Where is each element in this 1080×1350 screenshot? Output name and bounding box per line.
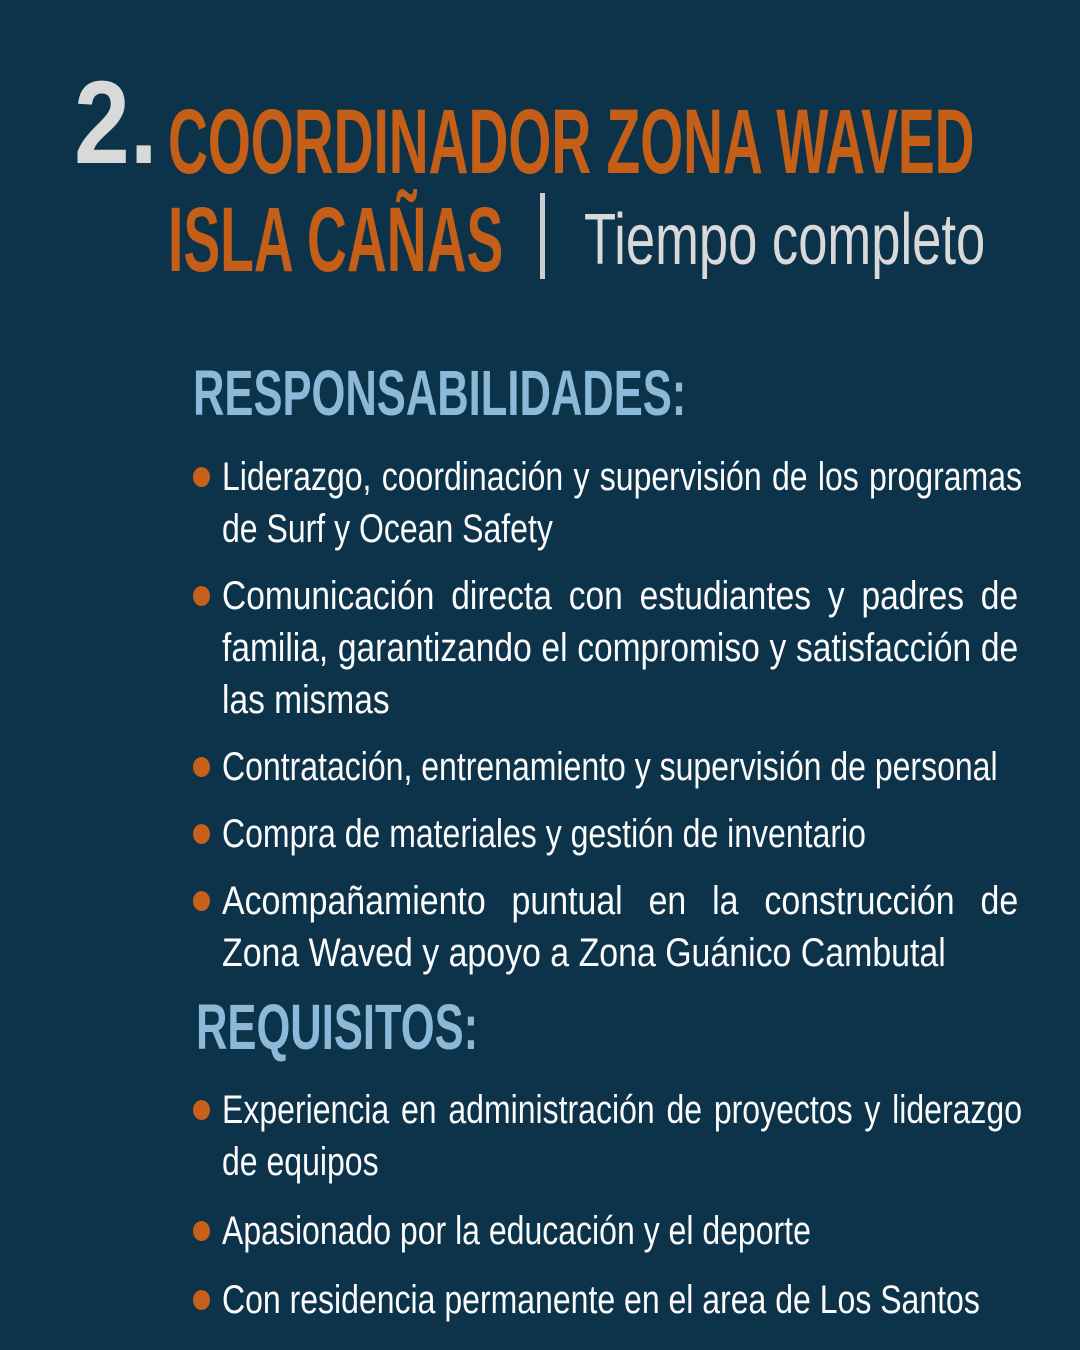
bullet-dot-icon [193, 757, 210, 777]
list-item-text: Liderazgo, coordinación y supervisión de los programas de Surf y Ocean Safety [222, 455, 1022, 551]
list-item-text: Apasionado por la educación y el deporte [222, 1209, 811, 1253]
bullet-dot-icon [193, 1100, 210, 1120]
list-item [193, 875, 1080, 988]
bullet-dot-icon [193, 467, 210, 487]
section-heading-responsabilidades: RESPONSABILIDADES: [193, 357, 687, 429]
list-item [193, 570, 1080, 735]
job-title-line1: COORDINADOR ZONA WAVED [168, 91, 975, 193]
list-item [193, 1274, 1080, 1335]
employment-type: Tiempo completo [584, 200, 986, 280]
requirements-list [193, 1084, 1080, 1343]
list-item [193, 741, 1080, 802]
list-item-text: Compra de materiales y gestión de inventario [222, 812, 866, 856]
page-number: 2. [74, 57, 158, 189]
responsibilities-list [193, 451, 1080, 994]
list-item-text: Experiencia en administración de proyectos y liderazgo de equipos [222, 1088, 1022, 1184]
list-item [193, 1205, 1080, 1266]
bullet-dot-icon [193, 1290, 210, 1310]
list-item [193, 808, 1080, 869]
job-title-line2: ISLA CAÑAS [168, 189, 504, 291]
divider-bar [540, 193, 545, 279]
bullet-dot-icon [193, 586, 210, 606]
list-item [193, 1084, 1080, 1197]
list-item-text: Acompañamiento puntual en la construcción de Zona Waved y apoyo a Zona Guánico Cambutal [222, 879, 1019, 975]
bullet-dot-icon [193, 824, 210, 844]
list-item [193, 451, 1080, 564]
list-item-text: Con residencia permanente en el area de Los Santos [222, 1278, 980, 1322]
list-item-text: Comunicación directa con estudiantes y padres de familia, garantizando el compromiso y satisfacción de las mismas [222, 574, 1019, 722]
bullet-dot-icon [193, 1221, 210, 1241]
section-heading-requisitos: REQUISITOS: [196, 991, 479, 1063]
list-item-text: Contratación, entrenamiento y supervisión de personal [222, 745, 998, 789]
bullet-dot-icon [193, 891, 210, 911]
